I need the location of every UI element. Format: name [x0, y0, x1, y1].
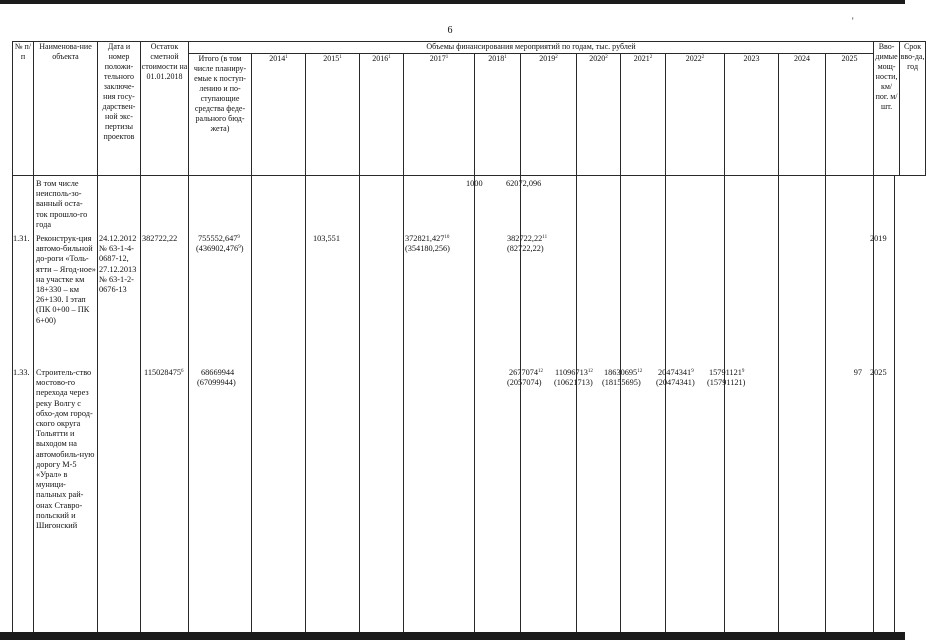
- row-1-33-capacity: 97: [853, 368, 862, 377]
- row-1-31-total: 755552,647$^9$: [198, 234, 240, 243]
- year-header-2023: 2023: [725, 54, 779, 176]
- financing-span-header: Объемы финансирования мероприятий по годам, тыс. рублей: [189, 42, 874, 54]
- financing-table-header: [12, 41, 926, 176]
- row-1-33-2021-federal: (18155695): [602, 378, 641, 387]
- page-number: 6: [447, 25, 453, 36]
- row-1-33-total: 68669944: [201, 368, 235, 377]
- row-1-31-2017-federal: (354180,256): [405, 244, 450, 253]
- year-header-2024: 2024: [779, 54, 826, 176]
- row-1-33-name: Строитель-ство мостово-го перехода через реку Волгу с обхо-дом город-ского округа Тольятти и выходом на автомобиль-ную дорогу М-5 «Урал» в муници-пальных рай-онах Ставро-польский и Шигонский: [36, 368, 95, 531]
- col-total-header: Итого (в том числе планиру-емые к поступ-лению и по-ступающие средства феде-рального бюд-жета): [189, 54, 252, 176]
- row-unused-balance-2018: 1000: [466, 179, 483, 188]
- row-unused-balance-2019: 62072,096: [506, 179, 542, 188]
- row-1-33-2020: 11096713$^{12}$: [555, 368, 593, 377]
- column-rule: [188, 176, 189, 632]
- row-1-31-2015: 103,551: [313, 234, 340, 243]
- col-no-header: № п/п: [13, 42, 34, 176]
- row-1-31-total-federal: (436902,476$^9$): [196, 244, 244, 253]
- year-header-2014: 2014$^1$: [252, 54, 306, 176]
- row-1-33-number: 1.33.: [13, 368, 30, 377]
- row-1-31-name: Реконструк-ция автомо-бильной до-роги «Толь-ятти – Ягод-ное» на участке км 18+330 – км 26+130. I этап (ПК 0+00 – ПК 6+00): [36, 234, 96, 325]
- column-rule: [251, 176, 252, 632]
- row-unused-balance-name: В том числе неисполь-зо-ванный оста-ток прошло-го года: [36, 179, 88, 229]
- col-name-header: Наименова-ние объекта: [34, 42, 98, 176]
- year-header-2015: 2015$^1$: [306, 54, 360, 176]
- top-scan-border: [0, 0, 905, 4]
- col-balance-header: Остаток сметной стоимости на 01.01.2018: [141, 42, 189, 176]
- year-header-2025: 2025: [826, 54, 874, 176]
- corner-mark: ': [852, 16, 854, 26]
- col-date-header: Дата и номер положи-тельного заключе-ния госу-дарствен-ной экс-пертизы проектов: [98, 42, 141, 176]
- column-rule: [474, 176, 475, 632]
- row-1-33-2023: 15791121$^9$: [709, 368, 745, 377]
- year-header-2017: 2017$^1$: [404, 54, 475, 176]
- row-1-33-2019: 2677074$^{12}$: [509, 368, 544, 377]
- row-1-33-balance: 115028475$^6$: [144, 368, 184, 377]
- row-1-31-2019: 382722,22$^{11}$: [507, 234, 548, 243]
- col-term-header: Срок вво-да, год: [900, 42, 926, 176]
- column-rule: [825, 176, 826, 632]
- column-rule: [403, 176, 404, 632]
- column-rule: [12, 176, 13, 632]
- column-rule: [894, 176, 895, 632]
- row-1-31-2019-federal: (82722,22): [507, 244, 544, 253]
- column-rule: [33, 176, 34, 632]
- row-1-33-2019-federal: (2057074): [507, 378, 542, 387]
- column-rule: [620, 176, 621, 632]
- row-1-33-2023-federal: (15791121): [707, 378, 746, 387]
- row-1-33-2022-federal: (20474341): [656, 378, 695, 387]
- column-rule: [97, 176, 98, 632]
- year-header-2019: 2019$^2$: [521, 54, 577, 176]
- year-header-2016: 2016$^1$: [360, 54, 404, 176]
- year-header-2020: 2020$^2$: [577, 54, 621, 176]
- column-rule: [305, 176, 306, 632]
- column-rule: [359, 176, 360, 632]
- row-1-31-balance: 382722,22: [142, 234, 178, 243]
- row-1-31-expertise: 24.12.2012 № 63-1-4-0687-12, 27.12.2013 № 63-1-2-0676-13: [99, 234, 137, 295]
- column-rule: [665, 176, 666, 632]
- year-header-2018: 2018$^1$: [475, 54, 521, 176]
- year-header-2022: 2022$^2$: [666, 54, 725, 176]
- col-capacity-header: Вво-димые мощ-ности, км/ пог. м/шт.: [874, 42, 900, 176]
- row-1-33-term: 2025: [870, 368, 887, 377]
- column-rule: [724, 176, 725, 632]
- column-rule: [873, 176, 874, 632]
- bottom-scan-border: [0, 632, 905, 640]
- row-1-31-2017: 372821,427$^{10}$: [405, 234, 450, 243]
- column-rule: [576, 176, 577, 632]
- row-1-33-2022: 20474341$^9$: [658, 368, 694, 377]
- row-1-31-number: 1.31.: [13, 234, 30, 243]
- year-header-2021: 2021$^2$: [621, 54, 666, 176]
- row-1-31-term: 2019: [870, 234, 887, 243]
- column-rule: [778, 176, 779, 632]
- row-1-33-total-federal: (67099944): [197, 378, 236, 387]
- row-1-33-2020-federal: (10621713): [554, 378, 593, 387]
- row-1-33-2021: 18630695$^{12}$: [604, 368, 643, 377]
